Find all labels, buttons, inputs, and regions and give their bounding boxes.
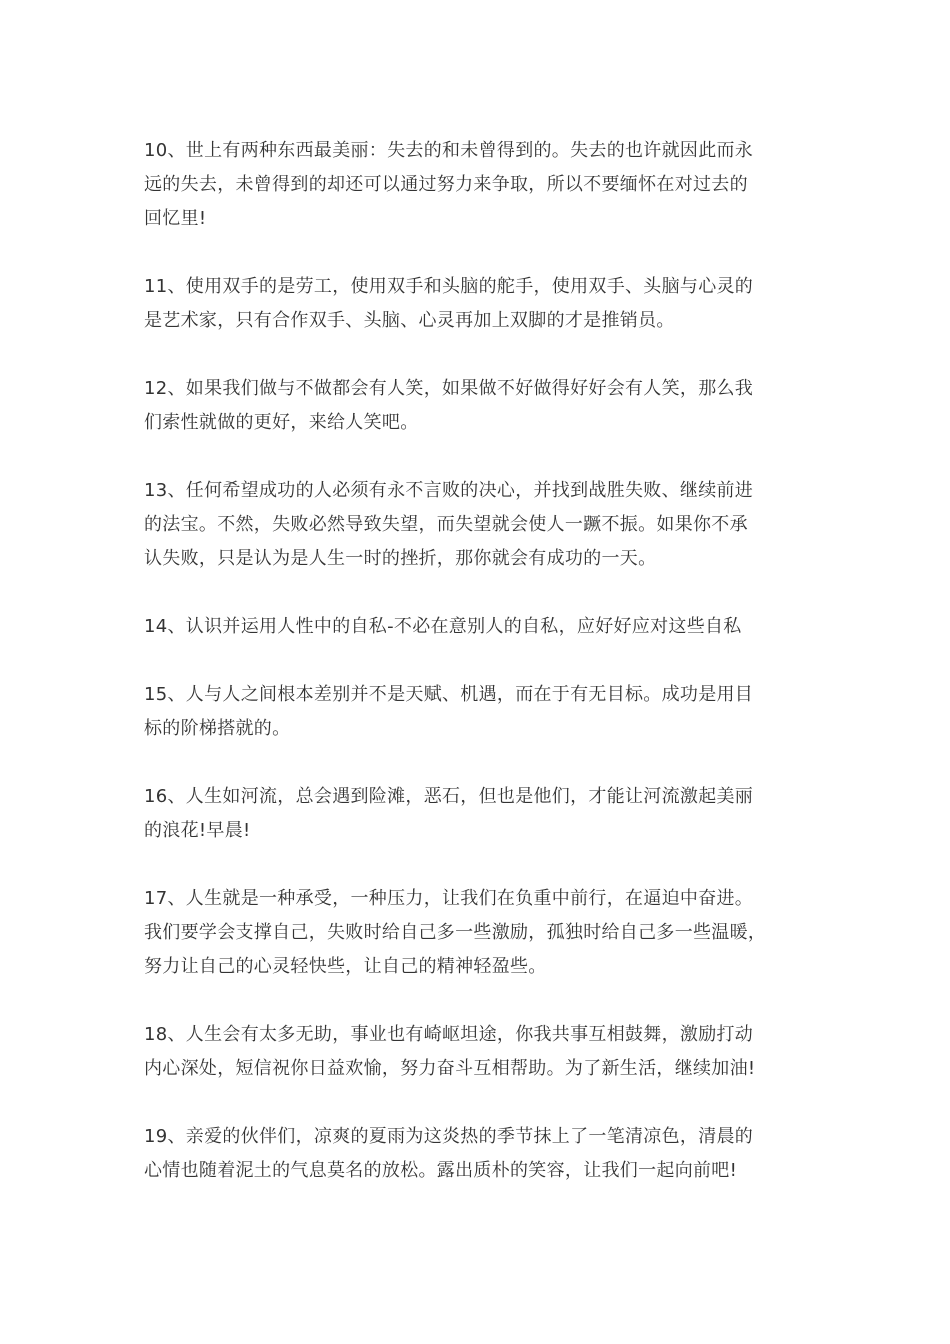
text-line: 认失败，只是认为是人生一时的挫折，那你就会有成功的一天。 [144,548,657,569]
paragraph-12 [144,372,808,440]
paragraph-10 [144,134,808,236]
paragraph-15 [144,678,808,746]
text-line: 标的阶梯搭就的。 [144,718,291,739]
text-line: 15、人与人之间根本差别并不是天赋、机遇，而在于有无目标。成功是用目 [144,684,754,705]
text-line: 内心深处，短信祝你日益欢愉，努力奋斗互相帮助。为了新生活，继续加油! [144,1058,756,1079]
paragraph-16 [144,780,808,848]
text-line: 努力让自己的心灵轻快些，让自己的精神轻盈些。 [144,956,547,977]
paragraph-18 [144,1018,808,1086]
text-line: 10、世上有两种东西最美丽：失去的和未曾得到的。失去的也许就因此而永 [144,140,754,161]
paragraph-11 [144,270,808,338]
text-line: 16、人生如河流，总会遇到险滩，恶石，但也是他们，才能让河流激起美丽 [144,786,754,807]
text-line: 的法宝。不然，失败必然导致失望，而失望就会使人一蹶不振。如果你不承 [144,514,748,535]
text-line: 们索性就做的更好，来给人笑吧。 [144,412,419,433]
text-line: 的浪花!早晨! [144,820,251,841]
text-line: 14、认识并运用人性中的自私-不必在意别人的自私，应好好应对这些自私 [144,616,742,637]
text-line: 远的失去，未曾得到的却还可以通过努力来争取，所以不要缅怀在对过去的 [144,174,748,195]
text-line: 13、任何希望成功的人必须有永不言败的决心，并找到战胜失败、继续前进 [144,480,754,501]
paragraph-19 [144,1120,808,1188]
paragraph-14 [144,610,808,644]
text-line: 19、亲爱的伙伴们，凉爽的夏雨为这炎热的季节抹上了一笔清凉色，清晨的 [144,1126,754,1147]
text-line: 17、人生就是一种承受，一种压力，让我们在负重中前行，在逼迫中奋进。 [144,888,754,909]
text-line: 回忆里! [144,208,207,229]
document-body [144,134,808,1222]
text-line: 11、使用双手的是劳工，使用双手和头脑的舵手，使用双手、头脑与心灵的 [144,276,754,297]
text-line: 心情也随着泥土的气息莫名的放松。露出质朴的笑容，让我们一起向前吧! [144,1160,738,1181]
paragraph-13 [144,474,808,576]
text-line: 18、人生会有太多无助，事业也有崎岖坦途，你我共事互相鼓舞，激励打动 [144,1024,754,1045]
text-line: 是艺术家，只有合作双手、头脑、心灵再加上双脚的才是推销员。 [144,310,675,331]
paragraph-17 [144,882,808,984]
text-line: 12、如果我们做与不做都会有人笑，如果做不好做得好好会有人笑，那么我 [144,378,754,399]
text-line: 我们要学会支撑自己，失败时给自己多一些激励，孤独时给自己多一些温暖， [144,922,767,943]
